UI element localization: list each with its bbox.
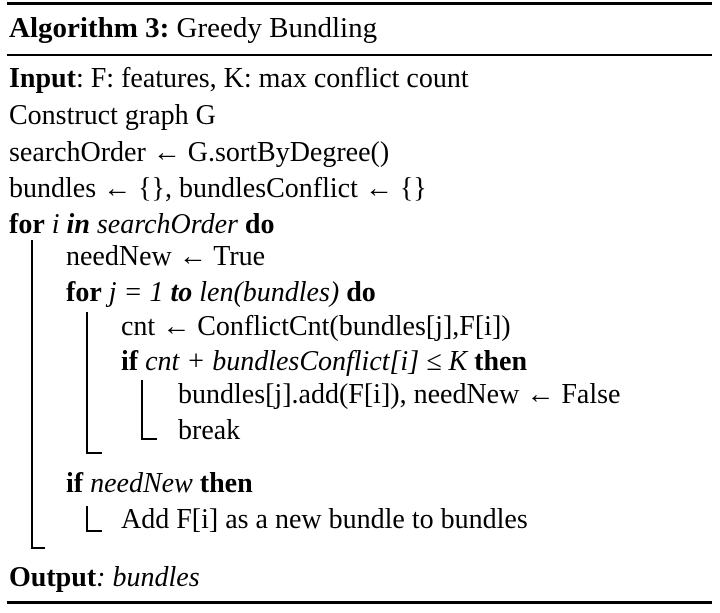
top-rule bbox=[7, 2, 712, 5]
add-new-bundle-line: Add F[i] as a new bundle to bundles bbox=[121, 504, 528, 535]
then-keyword: then bbox=[474, 346, 528, 377]
if-need-new-block-end bbox=[86, 530, 102, 532]
loop-variable: i bbox=[51, 209, 60, 240]
if-need-new-line bbox=[66, 467, 253, 501]
if-block-bar bbox=[141, 380, 143, 440]
output-keyword: Output bbox=[9, 562, 97, 593]
algorithm-name: Greedy Bundling bbox=[176, 12, 378, 44]
input-line bbox=[9, 62, 469, 96]
in-keyword: in bbox=[66, 209, 90, 240]
if-conflict-line bbox=[121, 345, 527, 379]
outer-for-line bbox=[9, 208, 275, 242]
cnt-assign-line: cnt ← ConflictCnt(bundles[j],F[i]) bbox=[121, 311, 511, 342]
outer-for-block-end bbox=[31, 547, 45, 549]
add-to-bundle-line: bundles[j].add(F[i]), needNew ← False bbox=[178, 379, 621, 410]
inner-for-line bbox=[66, 276, 376, 310]
construct-graph-line: Construct graph G bbox=[9, 100, 216, 131]
algorithm-title bbox=[9, 11, 377, 45]
if-condition: cnt + bundlesConflict[i] ≤ K bbox=[145, 346, 468, 377]
input-keyword: Input bbox=[9, 63, 76, 94]
input-text: : F: features, K: max conflict count bbox=[75, 63, 469, 94]
inner-for-block-end bbox=[86, 452, 102, 454]
do-keyword: do bbox=[346, 277, 376, 308]
to-keyword: to bbox=[170, 277, 193, 308]
if-need-new-block-bar bbox=[86, 506, 88, 532]
inner-loop-end: len(bundles) bbox=[199, 277, 340, 308]
algorithm-label: Algorithm 3: bbox=[9, 12, 170, 44]
for-keyword: for bbox=[66, 277, 102, 308]
then-keyword: then bbox=[199, 468, 253, 499]
bundles-init-line: bundles ← {}, bundlesConflict ← {} bbox=[9, 173, 427, 204]
inner-loop-range: j = 1 bbox=[108, 277, 164, 308]
search-order-line: searchOrder ← G.sortByDegree() bbox=[9, 137, 390, 168]
if-keyword: if bbox=[121, 346, 139, 377]
bottom-rule bbox=[7, 601, 712, 604]
if-need-new-condition: needNew bbox=[90, 468, 193, 499]
break-line: break bbox=[178, 415, 241, 446]
title-rule bbox=[7, 54, 712, 56]
outer-for-block-bar bbox=[31, 240, 33, 549]
if-block-end bbox=[141, 438, 157, 440]
output-line bbox=[9, 561, 200, 595]
output-text: : bundles bbox=[96, 562, 200, 593]
inner-for-block-bar bbox=[86, 312, 88, 454]
do-keyword: do bbox=[244, 209, 275, 240]
for-keyword: for bbox=[9, 209, 45, 240]
need-new-true-line: needNew ← True bbox=[66, 241, 266, 272]
loop-iterable: searchOrder bbox=[96, 209, 238, 240]
if-keyword: if bbox=[66, 468, 84, 499]
